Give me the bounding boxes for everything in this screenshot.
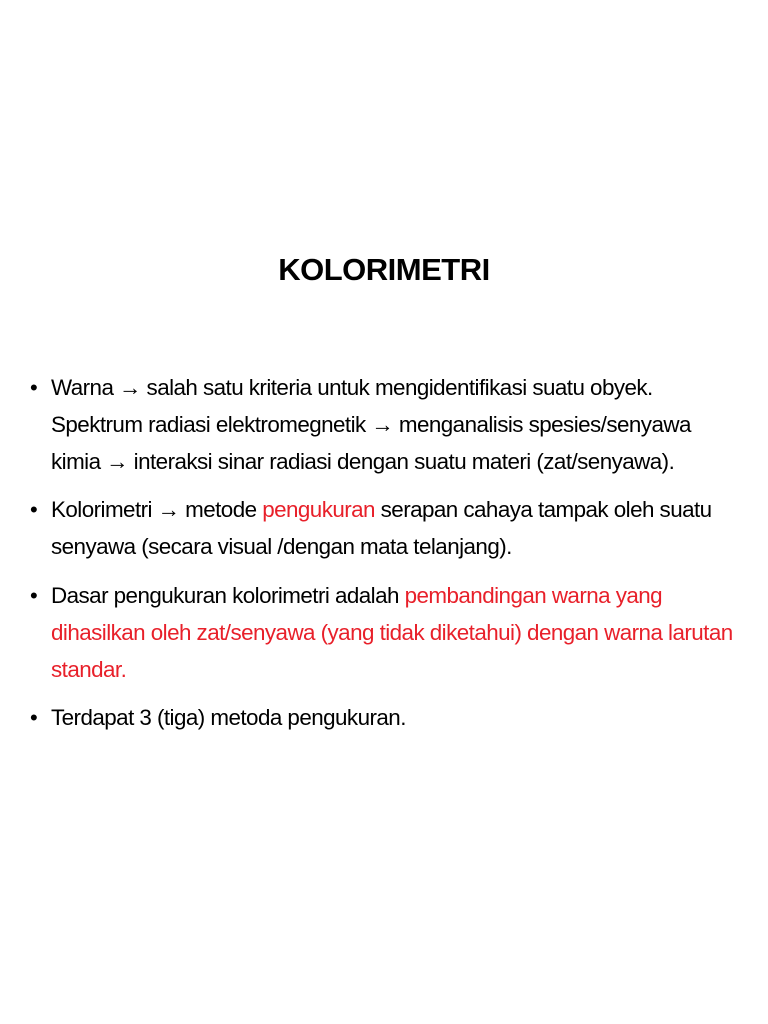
highlight-text: dihasilkan oleh zat/senyawa (yang tidak diketahui) dengan warna larutan	[51, 619, 733, 645]
bullet-line: Warna → salah satu kriteria untuk mengidentifikasi suatu obyek.	[51, 375, 653, 400]
slide-title: KOLORIMETRI	[278, 252, 490, 287]
bullet-list	[30, 370, 745, 749]
bullet-item-dasar-pengukuran	[30, 578, 745, 688]
bullet-item-kolorimetri	[30, 492, 745, 566]
bullet-item-warna	[30, 370, 745, 480]
bullet-line: senyawa (secara visual /dengan mata telanjang).	[51, 534, 512, 560]
bullet-dot: •	[30, 375, 38, 400]
bullet-text: Kolorimetri → metode	[51, 497, 263, 523]
bullet-line: kimia → interaksi sinar radiasi dengan suatu materi (zat/senyawa).	[51, 448, 675, 474]
highlight-text: standar.	[51, 656, 127, 682]
bullet-dot: •	[30, 497, 38, 523]
highlight-text: pengukuran	[262, 497, 375, 523]
bullet-line: Spektrum radiasi elektromegnetik → menganalisis spesies/senyawa	[51, 411, 691, 437]
bullet-dot: •	[30, 582, 38, 608]
bullet-line: Terdapat 3 (tiga) metoda pengukuran.	[51, 705, 406, 731]
bullet-text: serapan cahaya tampak oleh suatu	[374, 497, 712, 523]
highlight-text: pembandingan warna yang	[404, 582, 663, 608]
bullet-text: Dasar pengukuran kolorimetri adalah	[51, 582, 405, 608]
bullet-item-metoda	[30, 700, 745, 737]
bullet-dot: •	[30, 705, 38, 731]
